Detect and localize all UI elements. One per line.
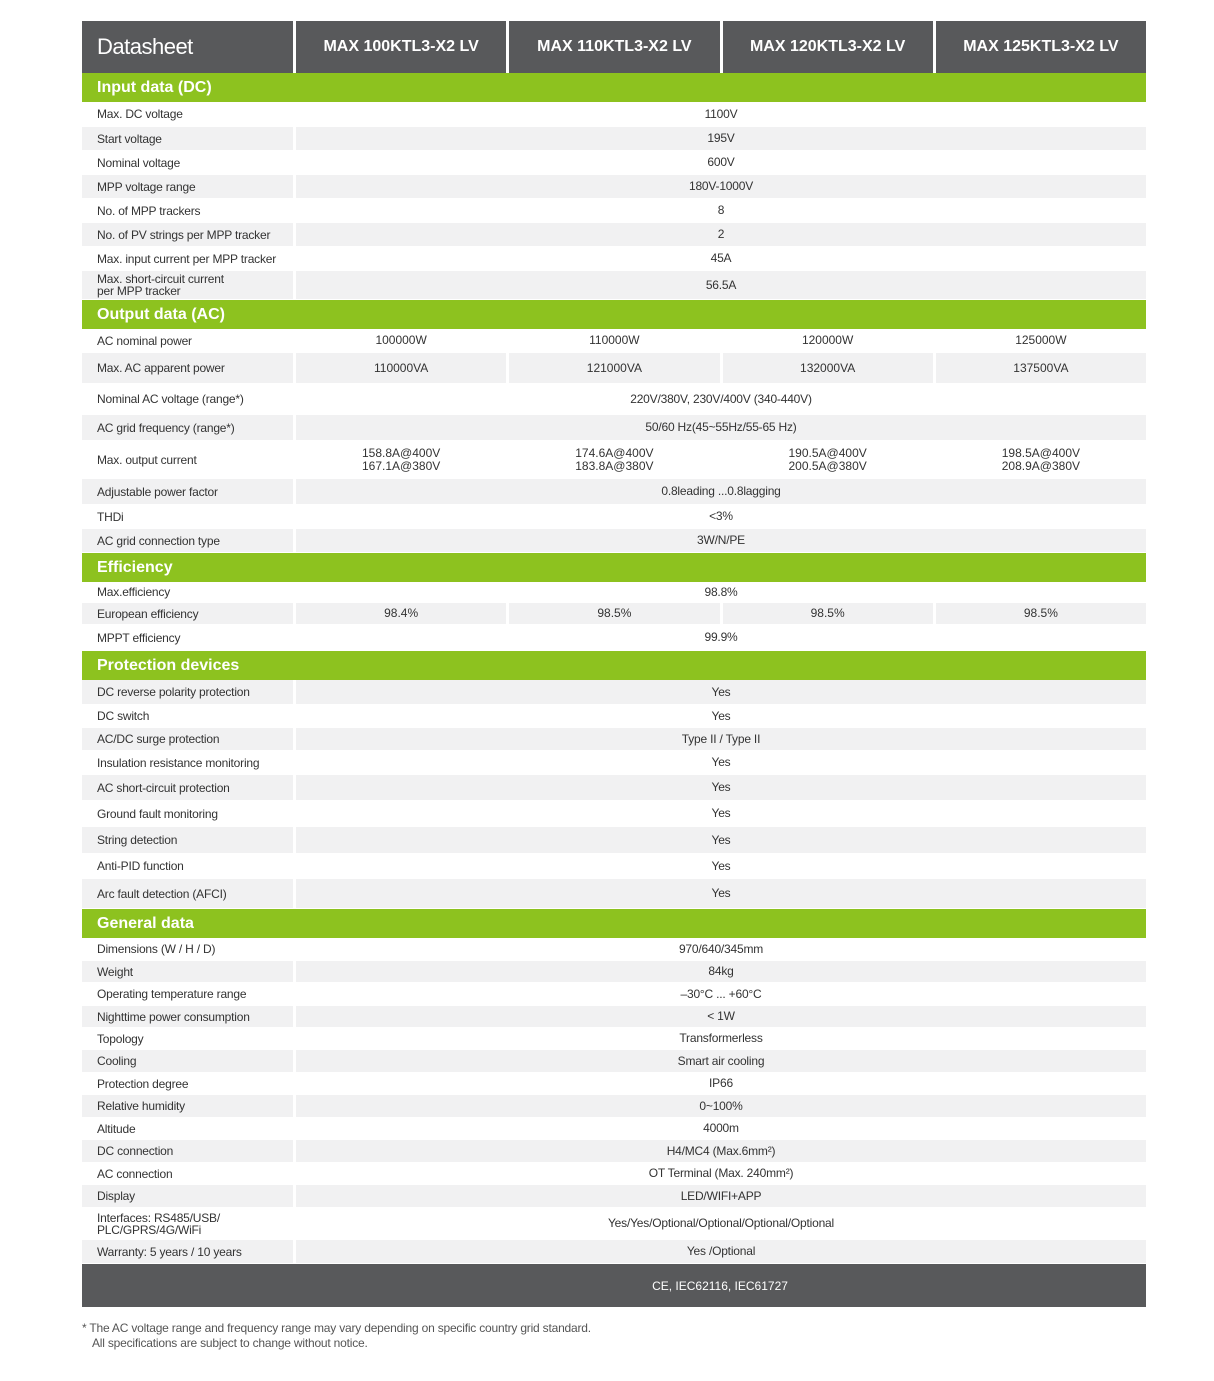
cell-value: 125000W (936, 329, 1146, 352)
table-row (82, 505, 1146, 529)
row-value: LED/WIFI+APP (296, 1185, 1146, 1207)
table-row (82, 582, 1146, 603)
row-value: 45A (296, 247, 1146, 270)
row-value: 3W/N/PE (296, 529, 1146, 552)
cell-value (723, 441, 933, 478)
row-label: Insulation resistance monitoring (82, 751, 293, 774)
table-row (82, 102, 1146, 127)
table-row (82, 1073, 1146, 1095)
cell-value: 98.5% (723, 603, 933, 624)
row-value: 600V (296, 151, 1146, 174)
row-value: 0.8leading ...0.8lagging (296, 479, 1146, 504)
row-label: AC short-circuit protection (82, 775, 293, 800)
row-value: Yes (296, 801, 1146, 826)
row-value: 195V (296, 127, 1146, 150)
row-value: 2 (296, 223, 1146, 246)
table-row (82, 1118, 1146, 1140)
certifications-bar (82, 1264, 1146, 1307)
row-value: 99.9% (296, 625, 1146, 650)
row-label: DC connection (82, 1140, 293, 1162)
row-value: 50/60 Hz(45~55Hz/55-65 Hz) (296, 415, 1146, 440)
row-label: Display (82, 1185, 293, 1207)
cell-value: 137500VA (936, 353, 1146, 383)
cell-value: 98.4% (296, 603, 506, 624)
datasheet-title: Datasheet (82, 21, 293, 73)
row-value: 8 (296, 199, 1146, 222)
table-row (82, 247, 1146, 271)
table-row (82, 1095, 1146, 1118)
row-label: Nominal AC voltage (range*) (82, 384, 293, 414)
table-row (82, 1163, 1146, 1185)
row-label: Max. output current (82, 441, 293, 478)
row-label: DC switch (82, 705, 293, 727)
table-row (82, 271, 1146, 300)
row-value: Yes (296, 827, 1146, 853)
section-efficiency: Efficiency (82, 553, 1146, 582)
model-header: MAX 110KTL3-X2 LV (509, 21, 719, 73)
row-value: 4000m (296, 1118, 1146, 1139)
table-row (82, 961, 1146, 983)
certifications-text: CE, IEC62116, IEC61727 (652, 1278, 788, 1293)
row-label: Nighttime power consumption (82, 1006, 293, 1027)
cell-value: 110000W (509, 329, 719, 352)
table-row (82, 479, 1146, 505)
row-label: Dimensions (W / H / D) (82, 938, 293, 960)
row-label-line: per MPP tracker (97, 284, 181, 298)
cell-line: 183.8A@380V (575, 458, 654, 473)
table-row (82, 199, 1146, 223)
row-value: Type II / Type II (296, 728, 1146, 750)
table-row (82, 529, 1146, 553)
row-value: 1100V (296, 102, 1146, 126)
row-value: Yes (296, 705, 1146, 727)
table-row (82, 983, 1146, 1006)
row-value: Yes /Optional (296, 1240, 1146, 1263)
row-label: Altitude (82, 1118, 293, 1139)
row-label: MPP voltage range (82, 175, 293, 198)
table-row (82, 384, 1146, 415)
row-value: –30°C ... +60°C (296, 983, 1146, 1005)
row-label: AC grid frequency (range*) (82, 415, 293, 440)
row-label: AC/DC surge protection (82, 728, 293, 750)
row-label: Topology (82, 1028, 293, 1049)
row-label: MPPT efficiency (82, 625, 293, 650)
row-label: European efficiency (82, 603, 293, 624)
row-label: No. of MPP trackers (82, 199, 293, 222)
section-general-data: General data (82, 909, 1146, 938)
row-value: Yes (296, 680, 1146, 704)
table-row (82, 415, 1146, 441)
row-value: Yes (296, 854, 1146, 878)
row-label: Max. DC voltage (82, 102, 293, 126)
table-row (82, 1028, 1146, 1050)
table-row (82, 705, 1146, 728)
table-row (82, 1240, 1146, 1264)
cell-value: 132000VA (723, 353, 933, 383)
row-value: H4/MC4 (Max.6mm²) (296, 1140, 1146, 1162)
row-label: Relative humidity (82, 1095, 293, 1117)
table-row (82, 751, 1146, 775)
cell-value: 98.5% (936, 603, 1146, 624)
table-row (82, 728, 1146, 751)
table-row (82, 441, 1146, 479)
row-value: 84kg (296, 961, 1146, 982)
row-label: Weight (82, 961, 293, 982)
row-value: <3% (296, 505, 1146, 528)
cell-line: 190.5A@400V (788, 445, 867, 460)
row-value: Yes (296, 879, 1146, 908)
table-row (82, 801, 1146, 827)
model-header: MAX 120KTL3-X2 LV (723, 21, 933, 73)
row-label: Max.efficiency (82, 582, 293, 602)
row-value: 220V/380V, 230V/400V (340-440V) (296, 384, 1146, 414)
section-input-data: Input data (DC) (82, 73, 1146, 102)
cell-value (936, 441, 1146, 478)
row-label: Cooling (82, 1050, 293, 1072)
section-output-data: Output data (AC) (82, 300, 1146, 329)
table-row (82, 827, 1146, 854)
table-row (82, 329, 1146, 353)
row-label: Start voltage (82, 127, 293, 150)
row-label (82, 271, 293, 299)
table-row (82, 625, 1146, 651)
row-label: DC reverse polarity protection (82, 680, 293, 704)
row-label (82, 1208, 293, 1239)
row-value: 180V-1000V (296, 175, 1146, 198)
cell-value: 110000VA (296, 353, 506, 383)
table-row (82, 879, 1146, 909)
model-header: MAX 100KTL3-X2 LV (296, 21, 506, 73)
row-label: Max. AC apparent power (82, 353, 293, 383)
row-value: Transformerless (296, 1028, 1146, 1049)
row-value: 970/640/345mm (296, 938, 1146, 960)
row-label: THDi (82, 505, 293, 528)
cell-value (296, 441, 506, 478)
row-label-line: Interfaces: RS485/USB/ (97, 1210, 220, 1225)
row-value: 0~100% (296, 1095, 1146, 1117)
row-label: No. of PV strings per MPP tracker (82, 223, 293, 246)
row-label: Warranty: 5 years / 10 years (82, 1240, 293, 1263)
table-row (82, 1050, 1146, 1073)
row-label: AC grid connection type (82, 529, 293, 552)
model-header: MAX 125KTL3-X2 LV (936, 21, 1146, 73)
table-row (82, 1006, 1146, 1028)
datasheet-table (82, 21, 1146, 1307)
footnote-line: * The AC voltage range and frequency range may vary depending on specific country grid standard. (82, 1321, 591, 1335)
cell-value (509, 441, 719, 478)
row-label: Protection degree (82, 1073, 293, 1094)
table-row (82, 1208, 1146, 1240)
cell-line: 174.6A@400V (575, 445, 654, 460)
table-row (82, 353, 1146, 384)
cell-line: 167.1A@380V (362, 458, 441, 473)
row-label: AC connection (82, 1163, 293, 1184)
row-label: Adjustable power factor (82, 479, 293, 504)
row-value: < 1W (296, 1006, 1146, 1027)
row-label-line: PLC/GPRS/4G/WiFi (97, 1222, 202, 1237)
row-label: Operating temperature range (82, 983, 293, 1005)
row-label: Ground fault monitoring (82, 801, 293, 826)
table-row (82, 854, 1146, 879)
row-label: Anti-PID function (82, 854, 293, 878)
table-row (82, 175, 1146, 199)
row-value: OT Terminal (Max. 240mm²) (296, 1163, 1146, 1184)
table-row (82, 1140, 1146, 1163)
row-value: Yes/Yes/Optional/Optional/Optional/Optional (296, 1208, 1146, 1239)
cell-line: 208.9A@380V (1001, 458, 1080, 473)
row-label: String detection (82, 827, 293, 853)
row-value: Yes (296, 751, 1146, 774)
table-row (82, 151, 1146, 175)
footnotes (82, 1321, 591, 1351)
row-value: IP66 (296, 1073, 1146, 1094)
cell-value: 120000W (723, 329, 933, 352)
row-label: Max. input current per MPP tracker (82, 247, 293, 270)
row-value: 56.5A (296, 271, 1146, 299)
row-label: Nominal voltage (82, 151, 293, 174)
cell-value: 100000W (296, 329, 506, 352)
cell-value: 98.5% (509, 603, 719, 624)
row-label-line: Max. short-circuit current (97, 272, 224, 286)
table-row (82, 775, 1146, 801)
row-value: 98.8% (296, 582, 1146, 602)
cell-line: 198.5A@400V (1001, 445, 1080, 460)
cell-value: 121000VA (509, 353, 719, 383)
section-protection-devices: Protection devices (82, 651, 1146, 680)
row-label: AC nominal power (82, 329, 293, 352)
table-row (82, 1185, 1146, 1208)
row-value: Yes (296, 775, 1146, 800)
footnote-line: All specifications are subject to change without notice. (92, 1336, 368, 1350)
table-row (82, 938, 1146, 961)
cell-line: 158.8A@400V (362, 445, 441, 460)
row-label: Arc fault detection (AFCI) (82, 879, 293, 908)
cell-line: 200.5A@380V (788, 458, 867, 473)
row-value: Smart air cooling (296, 1050, 1146, 1072)
table-row (82, 680, 1146, 705)
table-header (82, 21, 1146, 73)
table-row (82, 223, 1146, 247)
table-row (82, 127, 1146, 151)
table-row (82, 603, 1146, 625)
